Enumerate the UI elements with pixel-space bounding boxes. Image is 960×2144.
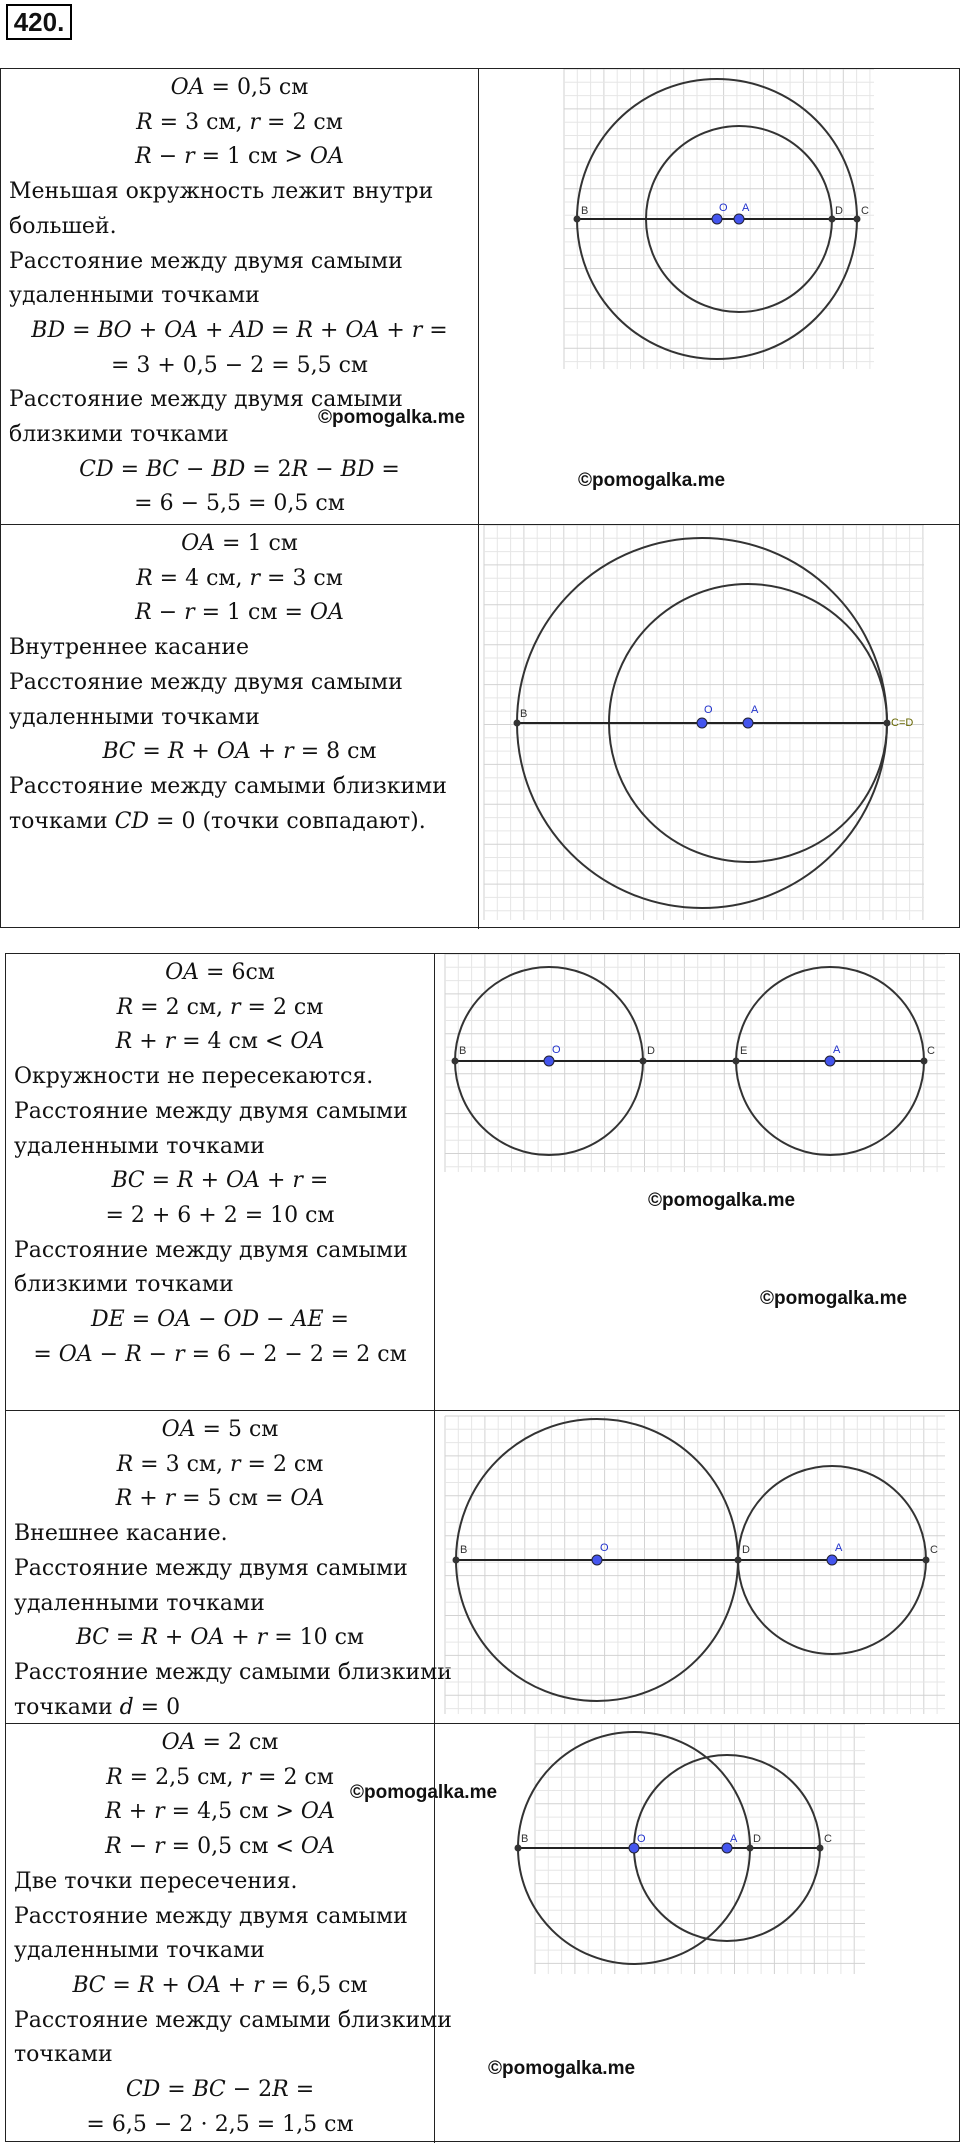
text-line: 𝑂𝐴 = 6см (165, 960, 275, 985)
text-line: 𝐶𝐷 = 𝐵𝐶 − 2𝑅 = (125, 2077, 315, 2103)
case-row-2 (1, 524, 959, 929)
text-line: 𝑅 + 𝑟 = 4,5 см > 𝑂𝐴 (105, 1799, 335, 1825)
case-2-text (1, 525, 479, 929)
point-B (515, 1845, 522, 1852)
text-line: 𝐶𝐷 = 𝐵𝐶 − 𝐵𝐷 = 2𝑅 − 𝐵𝐷 = (79, 456, 400, 482)
label-A: A (730, 1833, 738, 1845)
case-1-diagram (479, 69, 959, 524)
label-A: A (751, 704, 759, 716)
text-line: удаленными точками (9, 283, 260, 309)
text-line: Расстояние между двумя самыми (14, 1555, 408, 1581)
case-2-figure (479, 525, 959, 929)
label-O: O (719, 202, 728, 214)
text-line: Расстояние между двумя самыми (9, 387, 403, 413)
text-line: 𝐵𝐶 = 𝑅 + 𝑂𝐴 + 𝑟 = 6,5 см (72, 1972, 368, 1998)
text-line: = 𝑂𝐴 − 𝑅 − 𝑟 = 6 − 2 − 2 = 2 см (33, 1341, 407, 1367)
label-D: D (835, 205, 843, 217)
text-line: 𝑂𝐴 = 2 см (161, 1730, 279, 1755)
label-A: A (833, 1044, 841, 1056)
point-B (453, 1557, 460, 1564)
text-line: Расстояние между двумя самыми (14, 1237, 408, 1263)
case-4-figure (435, 1411, 959, 1723)
label-B: B (459, 1045, 467, 1057)
point-C (817, 1845, 824, 1852)
text-line: удаленными точками (9, 704, 260, 730)
text-line: Внешнее касание. (14, 1521, 228, 1547)
text-line: точками 𝑑 = 0 (14, 1694, 181, 1720)
label-O: O (600, 1542, 609, 1554)
point-O (592, 1555, 602, 1565)
text-line: 𝐵𝐶 = 𝑅 + 𝑂𝐴 + 𝑟 = (111, 1168, 329, 1194)
watermark-1: ©pomogalka.me (318, 407, 466, 428)
label-D: D (753, 1833, 761, 1845)
point-CD (884, 720, 891, 727)
text-line: Окружности не пересекаются. (14, 1064, 374, 1090)
watermark-3: ©pomogalka.me (648, 1190, 796, 1211)
text-line: 𝑅 + 𝑟 = 5 см = 𝑂𝐴 (115, 1486, 325, 1512)
text-line: 𝐵𝐶 = 𝑅 + 𝑂𝐴 + 𝑟 = 8 см (102, 739, 377, 765)
label-B: B (460, 1544, 468, 1556)
label-O: O (552, 1044, 561, 1056)
text-line: 𝑅 = 2 см, 𝑟 = 2 см (116, 994, 324, 1020)
text-line: Меньшая окружность лежит внутри (9, 179, 434, 205)
label-A: A (742, 202, 750, 214)
point-B (574, 216, 581, 223)
text-line: Расстояние между самыми близкими (14, 1659, 452, 1685)
text-line: 𝑂𝐴 = 1 см (181, 531, 298, 556)
text-line: 𝑅 − 𝑟 = 1 см > 𝑂𝐴 (135, 144, 344, 170)
text-line: точками 𝐶𝐷 = 0 (точки совпадают). (9, 808, 426, 834)
case-4-diagram (435, 1411, 960, 1724)
point-B (452, 1058, 459, 1065)
watermark-5: ©pomogalka.me (350, 1782, 498, 1803)
point-A (734, 214, 744, 224)
watermark-2: ©pomogalka.me (578, 470, 726, 491)
text-line: 𝐵𝐷 = 𝐵𝑂 + 𝑂𝐴 + 𝐴𝐷 = 𝑅 + 𝑂𝐴 + 𝑟 = (31, 317, 448, 343)
label-D: D (647, 1045, 655, 1057)
watermark-4: ©pomogalka.me (760, 1288, 908, 1309)
point-B (514, 720, 521, 727)
text-line: Расстояние между самыми близкими (14, 2007, 452, 2033)
text-line: 𝑅 = 4 см, 𝑟 = 3 см (136, 565, 343, 591)
label-O: O (637, 1833, 646, 1845)
grid-paper (445, 1416, 945, 1714)
label-B: B (520, 708, 528, 720)
solution-table-2 (5, 953, 960, 2142)
text-line: 𝑅 + 𝑟 = 4 см < 𝑂𝐴 (115, 1029, 325, 1055)
text-line: 𝐵𝐶 = 𝑅 + 𝑂𝐴 + 𝑟 = 10 см (75, 1625, 365, 1651)
label-C: C (861, 205, 869, 217)
point-A (825, 1056, 835, 1066)
text-line: 𝑅 = 2,5 см, 𝑟 = 2 см (106, 1764, 334, 1790)
case-5-figure (435, 1724, 959, 2143)
solution-table-1 (0, 68, 960, 928)
label-B: B (521, 1833, 529, 1845)
label-CD: C=D (891, 717, 914, 729)
label-B: B (581, 205, 589, 217)
point-D (640, 1058, 647, 1065)
case-row-3 (6, 954, 959, 1410)
label-O: O (704, 704, 713, 716)
point-C (854, 216, 861, 223)
case-1-text (1, 69, 479, 524)
label-C: C (824, 1833, 832, 1845)
text-line: Расстояние между двумя самыми (14, 1098, 408, 1124)
label-A: A (835, 1542, 843, 1554)
text-line: Расстояние между двумя самыми (14, 1903, 408, 1929)
text-line: 𝐷𝐸 = 𝑂𝐴 − 𝑂𝐷 − 𝐴𝐸 = (91, 1307, 349, 1333)
text-line: = 2 + 6 + 2 = 10 см (105, 1202, 335, 1228)
point-D (747, 1845, 754, 1852)
point-O (544, 1056, 554, 1066)
case-5-diagram (435, 1724, 960, 2144)
text-line: Расстояние между самыми близкими (9, 773, 447, 799)
case-row-4 (6, 1410, 959, 1723)
watermark-6: ©pomogalka.me (488, 2058, 636, 2079)
point-D (735, 1557, 742, 1564)
text-line: Внутреннее касание (9, 635, 250, 661)
point-O (697, 718, 707, 728)
point-C (921, 1058, 928, 1065)
case-3-figure (435, 954, 959, 1410)
text-line: близкими точками (14, 1272, 234, 1298)
text-line: 𝑂𝐴 = 5 см (161, 1417, 279, 1442)
text-line: = 3 + 0,5 − 2 = 5,5 см (110, 352, 369, 378)
text-line: большей. (9, 213, 117, 239)
text-line: 𝑂𝐴 = 0,5 см (170, 75, 309, 100)
text-line: 𝑅 = 3 см, 𝑟 = 2 см (116, 1451, 324, 1477)
text-line: 𝑅 = 3 см, 𝑟 = 2 см (136, 109, 343, 135)
case-2-diagram (479, 525, 959, 930)
text-line: близкими точками (9, 422, 229, 448)
text-line: Две точки пересечения. (14, 1868, 298, 1894)
text-line: Расстояние между двумя самыми (9, 248, 403, 274)
case-row-1 (1, 69, 959, 524)
text-line: = 6 − 5,5 = 0,5 см (134, 491, 345, 517)
label-D: D (742, 1544, 750, 1556)
case-3-text (6, 954, 435, 1410)
text-line: точками (14, 2042, 113, 2068)
point-A (743, 718, 753, 728)
label-C: C (927, 1045, 935, 1057)
problem-number: 420. (6, 4, 72, 40)
text-line: удаленными точками (14, 1133, 265, 1159)
text-line: = 6,5 − 2 ⋅ 2,5 = 1,5 см (86, 2111, 354, 2137)
label-C: C (930, 1544, 938, 1556)
text-line: Расстояние между двумя самыми (9, 669, 403, 695)
grid-paper (445, 954, 945, 1172)
text-line: удаленными точками (14, 1938, 265, 1964)
text-line: 𝑅 − 𝑟 = 0,5 см < 𝑂𝐴 (105, 1834, 335, 1860)
point-C (923, 1557, 930, 1564)
label-E: E (740, 1045, 748, 1057)
case-3-diagram (435, 954, 960, 1410)
point-O (712, 214, 722, 224)
text-line: удаленными точками (14, 1590, 265, 1616)
point-E (733, 1058, 740, 1065)
point-A (827, 1555, 837, 1565)
text-line: 𝑅 − 𝑟 = 1 см = 𝑂𝐴 (135, 600, 344, 626)
case-1-figure (479, 69, 959, 524)
case-4-text (6, 1411, 452, 1723)
